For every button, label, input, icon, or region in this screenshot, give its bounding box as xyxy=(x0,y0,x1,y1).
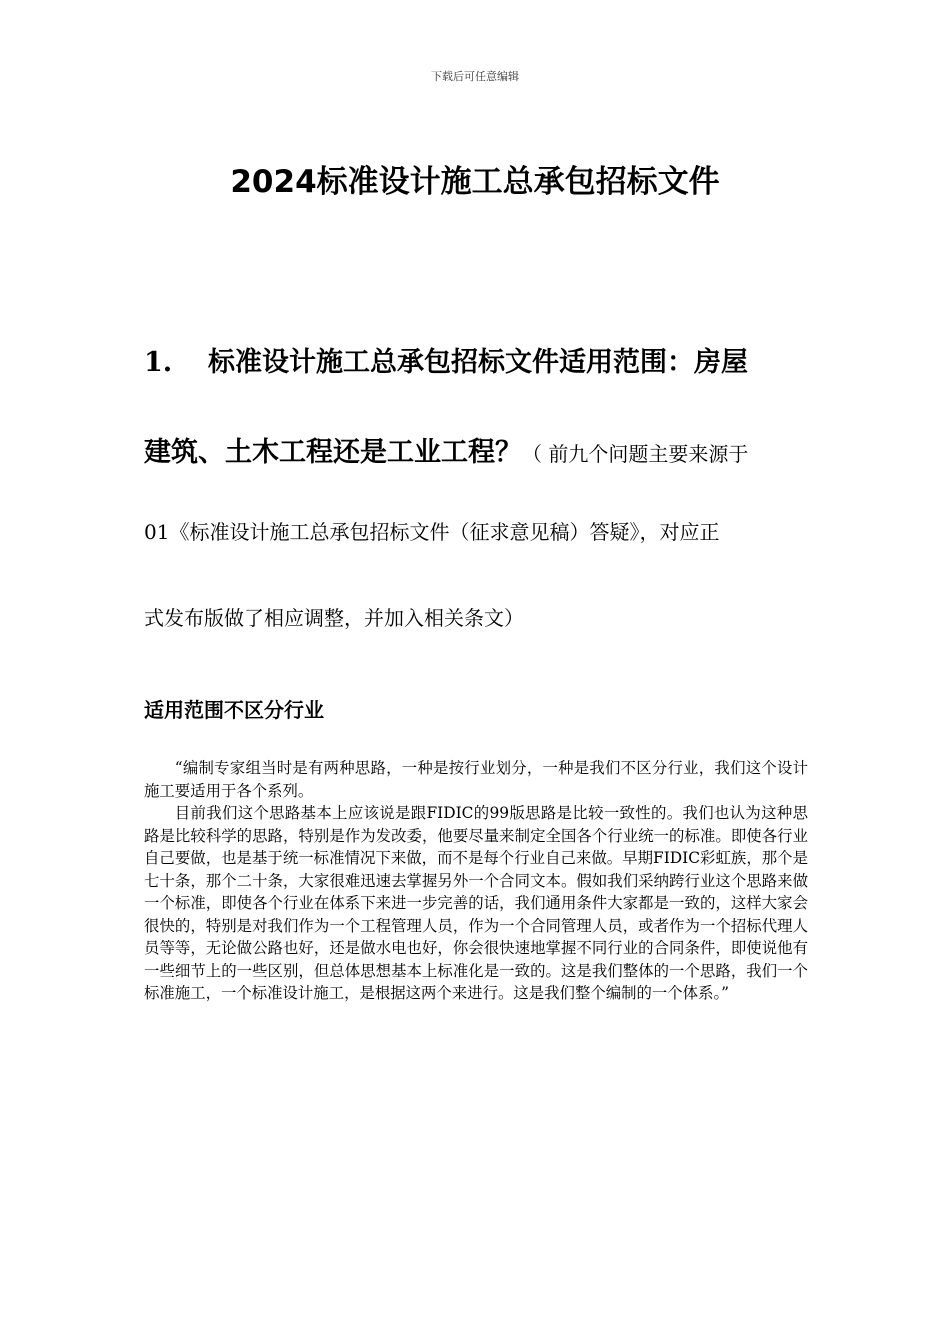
body-paragraph-1: “编制专家组当时是有两种思路，一种是按行业划分，一种是我们不区分行业，我们这个设计施工要适用于各个系列。 xyxy=(144,759,808,800)
question-note-part-1: （ 前九个问题主要来源于 xyxy=(522,442,749,466)
question-title-part-1: 标准设计施工总承包招标文件适用范围：房屋 xyxy=(208,347,748,378)
body-text xyxy=(144,757,808,1005)
question-number: 1. xyxy=(144,347,173,378)
header-note: 下载后可任意编辑 xyxy=(431,70,519,83)
document-title: 2024标准设计施工总承包招标文件 xyxy=(230,164,720,200)
question-line-2 xyxy=(144,430,748,469)
body-paragraph-2: 目前我们这个思路基本上应该说是跟FIDIC的99版思路是比较一致性的。我们也认为这种思路是比较科学的思路，特别是作为发改委，他要尽量来制定全国各个行业统一的标准。即使各行业自己要做，也是基于统一标准情况下来做，而不是每个行业自己来做。早期FIDIC彩虹族，那个是七十条，那个二十条，大家很难迅速去掌握另外一个合同文本。假如我们采纳跨行业这个思路来做一个标准，即使各个行业在体系下来进一步完善的话，我们通用条件大家都是一致的，这样大家会很快的，特别是对我们作为一个工程管理人员，作为一个合同管理人员，或者作为一个招标代理人员等等，无论做公路也好，还是做水电也好，你会很快速地掌握不同行业的合同条件，即使说他有一些细节上的一些区别，但总体思想基本上标准化是一致的。这是我们整体的一个思路，我们一个标准施工，一个标准设计施工，是根据这两个来进行。这是我们整个编制的一个体系。” xyxy=(144,804,808,1002)
question-line-1 xyxy=(144,340,748,379)
question-note-part-2: 01《标准设计施工总承包招标文件（征求意见稿）答疑》，对应正 xyxy=(144,520,720,544)
question-note-part-3: 式发布版做了相应调整，并加入相关条文） xyxy=(144,606,524,630)
question-title-part-2: 建筑、土木工程还是工业工程？ xyxy=(144,437,522,468)
section-heading: 适用范围不区分行业 xyxy=(144,698,324,722)
